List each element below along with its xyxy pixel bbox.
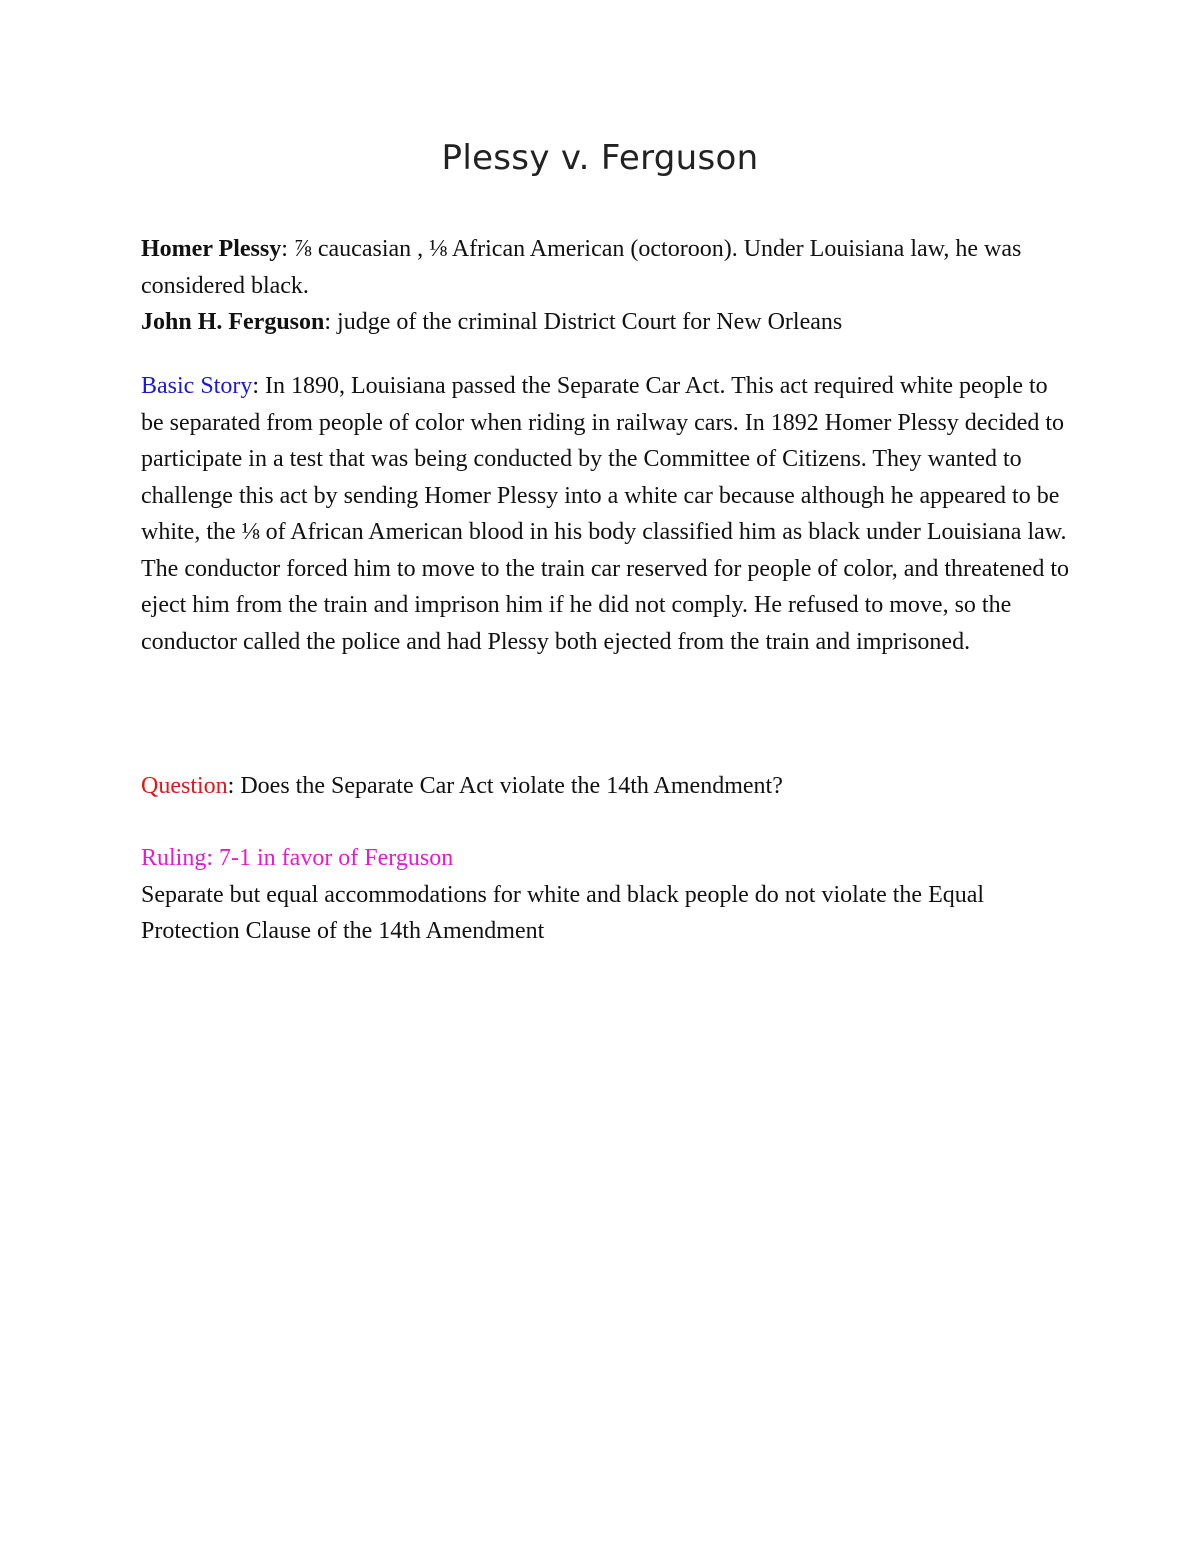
ruling-label: Ruling: 7-1 in favor of Ferguson [141,845,454,871]
plessy-name: Homer Plessy [141,236,282,262]
question-section [141,768,1071,805]
question-text: : Does the Separate Car Act violate the 14th Amendment? [227,773,783,799]
basic-story-label: Basic Story [141,373,253,399]
ferguson-description: : judge of the criminal District Court for New Orleans [324,309,843,335]
question-label: Question [141,773,228,799]
document-title: Plessy v. Ferguson [441,138,759,178]
ferguson-name: John H. Ferguson [141,309,325,335]
basic-story-section [141,368,1071,660]
ruling-section [141,840,1071,950]
people-section [141,231,1071,341]
ruling-text: Separate but equal accommodations for white and black people do not violate the Equal Protection Clause of the 14th Amendment [141,881,985,944]
plessy-description: : ⅞ caucasian , ⅛ African American (octoroon). Under Louisiana law, he was considered black. [141,236,1022,299]
basic-story-text: : In 1890, Louisiana passed the Separate Car Act. This act required white people to be separated from people of color when riding in railway cars. In 1892 Homer Plessy decided to participate in a test that was being conducted by the Committee of Citizens. They wanted to challenge this act by sending Homer Plessy into a white car because although he appeared to be white, the ⅛ of African American blood in his body classified him as black under Louisiana law. The conductor forced him to move to the train car reserved for people of color, and threatened to eject him from the train and imprison him if he did not comply. He refused to move, so the conductor called the police and had Plessy both ejected from the train and imprisoned. [141,373,1069,655]
